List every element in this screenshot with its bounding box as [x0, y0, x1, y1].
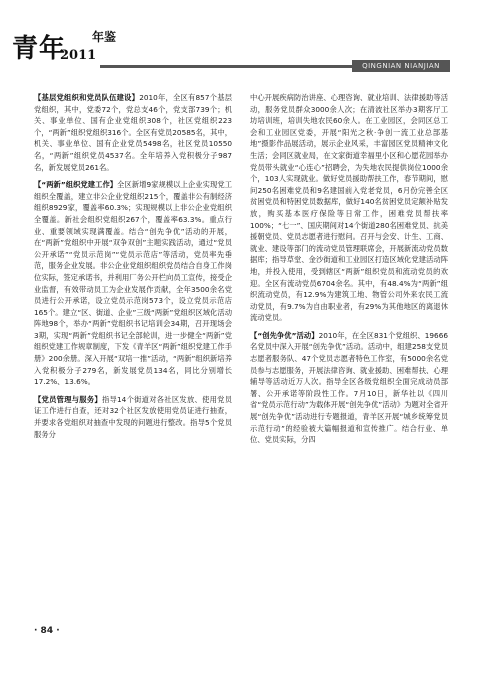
section-party-organization [34, 92, 232, 173]
yearbook-logo: 青年 [12, 34, 67, 64]
section-body: 2010年，全区有857个基层党组织，其中，党委72个，党总支46个，党支部739个；机关、事业单位、国有企业党组织308个，社区党组织223个，“两新”组织党组织316个。全区有党员20585名，其中，机关、事业单位、国有企业党员5498名，社区党员10550名，“两新”组织党员4537名。全年培养入党积极分子987名，新发展党员261名。 [34, 93, 233, 172]
right-column [250, 92, 448, 452]
section-body: 全区新增9家规模以上企业实现党工组织全覆盖，建立非公企业党组织215个，覆盖非公有制经济组织8929家，覆盖率60.3%；实现规模以上非公企业党组织全覆盖。新社会组织党组织267个，覆盖率63.3%。重点行业、重要领域实现满覆盖。结合“创先争优”活动的开展，在“两新”党组织中开展“双争双创”主题实践活动，通过“党员公开承诺”“党员示范岗”“党员示范店”等活动，党员率先垂范，服务企业发展。非公企业党组织组织党员结合自身工作岗位实际，签定承诺书，并利用厂务公开栏向员工宣传，接受企业监督，有效带动员工为企业发展作贡献，全年3500余名党员进行公开承诺，设立党员示范岗573个，设立党员示范店165个。建立“区、街道、企业”三级“两新”党组织区域化活动阵地98个，举办“两新”党组织书记培训会34期，召开现场会3期，实现“两新”党组织书记全部轮训，进一步健全“两新”党组织党建工作规章制度，下发《青羊区“两新”组织党建工作手册》200余册。深入开展“双培一推”活动，“两新”组织新培养入党积极分子279名，新发展党员134名，同比分别增长17.2%、13.6%。 [34, 180, 232, 387]
yearbook-logo-year: 2011 [60, 48, 97, 63]
section-member-services-continued [250, 92, 448, 324]
section-body: 指导14个街道对各社区发放、使用党员证工作进行自查，还对32个社区发放使用党员证进行抽查，并要求各党组织对抽查中发现的问题进行整改。指导5个党员服务分 [34, 394, 232, 439]
header-tag: QINGNIAN NIANJIAN [352, 60, 450, 72]
section-heading: 【基层党组织和党员队伍建设】 [34, 93, 140, 102]
section-strive-for-excellence [250, 330, 448, 446]
page-number: · 84 · [34, 626, 60, 636]
left-column [34, 92, 232, 446]
section-heading: 【党员管理与服务】 [34, 394, 102, 404]
yearbook-logo-nian: 年鉴 [92, 30, 117, 44]
section-heading: 【“创先争优”活动】 [250, 330, 319, 340]
section-body: 中心开展疾病防治讲座、心理咨询、就业培训、法律援助等活动，服务党员群众3000余人次；在清波社区举办3期客厅工坊培训班，培训失地农民60余人。在工业园区，会同区总工会和工业园区党委，开展“阳光之秋·争创一流工业总部基地”摄影作品展活动，展示企业风采，丰富园区党员精神文化生活；会同区就业局，在文家街道幸福里小区和心愿花园举办党员带头就业“心连心”招聘会，为失地农民提供岗位1000余个，103人实现就业。做好党员援助帮扶工作，春节期间，慰问250名困难党员和9名建国前入党老党员，6月份完善全区贫困党员和特困党员数据库，做好140名贫困党员定额补贴发放，购买基本医疗保险等日常工作，困难党员帮扶率100%；“七一”、国庆期间对14个街道280名困难党员、抗美援朝党员、党员志愿者进行慰问。召开与会安、计生、工商、就业、建设等部门的流动党员管理联席会，开展新流动党员数据库；指导草堂、金沙街道和工业园区打造区域化党建活动阵地，并投入使用，受到辖区“两新”组织党员和流动党员的欢迎。全区有流动党员6704余名。其中，有48.4%为“两新”组织流动党员，有12.9%为建筑工地、物管公司外来农民工流动党员，有9.7%为自由职业者，有29%为其他地区的离退休流动党员。 [250, 93, 448, 323]
section-two-new-organizations [34, 179, 232, 388]
section-member-management [34, 394, 232, 440]
page-header [0, 0, 480, 84]
section-heading: 【“两新”组织党建工作】 [34, 180, 118, 190]
section-body: 2010年，在全区831个党组织、19666名党员中深入开展“创先争优”活动。活动中，组建258支党员志愿者服务队、47个党员志愿者特色工作室，有5000余名党员参与志愿服务，开展法律咨询、就业援助、困难帮扶、心理辅导等活动近万人次。指导全区各级党组织全面完成动员部署、公开承诺等阶段性工作。7月10日，新华社以《四川省“党员示范行动”为载体开展“创先争优”活动》为题对全省开展“创先争优”活动进行专题报道，青羊区开展“城乡统筹党员示范行动”的经验被大篇幅报道和宣传推广。结合行业、单位、党员实际，分四 [250, 330, 448, 445]
